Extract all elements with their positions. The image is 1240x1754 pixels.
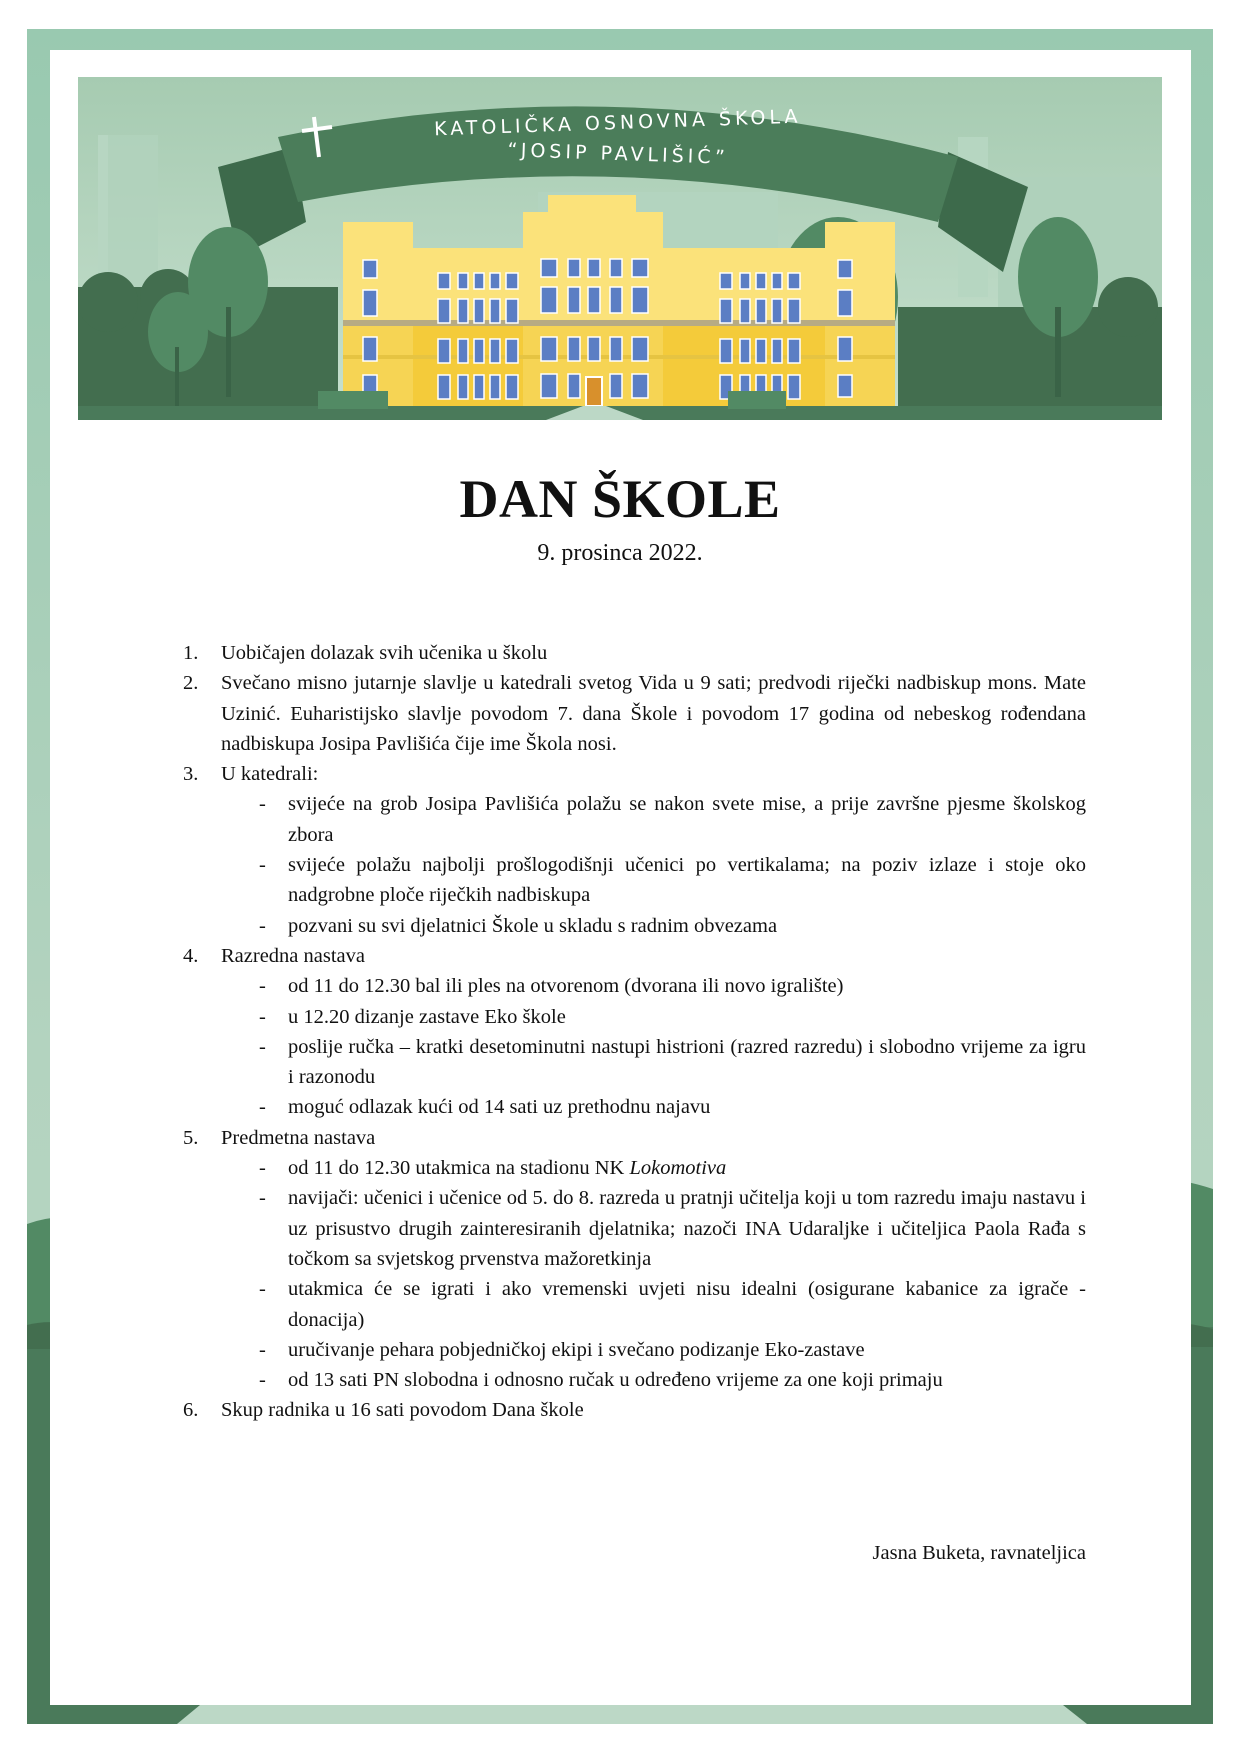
sub-item	[183, 971, 1086, 1001]
item-number: 1.	[183, 642, 199, 664]
item-number: 3.	[183, 763, 199, 786]
dash-bullet: -	[259, 1278, 266, 1301]
dash-bullet: -	[259, 975, 266, 998]
sub-item	[183, 1032, 1086, 1093]
sub-item-text: svijeće polažu najbolji prošlogodišnji učenici po vertikalama; na poziv izlaze i stoje oko nadgrobne ploče riječkih nadbiskupa	[288, 854, 1086, 907]
dash-bullet: -	[259, 1096, 266, 1119]
dash-bullet: -	[259, 1338, 266, 1361]
frame-path	[177, 1705, 1087, 1724]
school-door	[586, 377, 602, 406]
dash-bullet: -	[259, 1369, 266, 1392]
dash-bullet: -	[259, 1187, 266, 1210]
sub-item	[183, 1335, 1086, 1365]
sub-item-text: u 12.20 dizanje zastave Eko škole	[288, 1005, 566, 1028]
sub-item	[183, 789, 1086, 850]
bench-left	[318, 391, 388, 409]
school-banner	[78, 77, 1162, 420]
list-item-1	[183, 638, 1086, 668]
sub-item	[183, 1092, 1086, 1122]
dash-bullet: -	[259, 793, 266, 816]
sub-item-text: od 11 do 12.30 utakmica na stadionu NK	[288, 1157, 630, 1180]
item-text: U katedrali:	[221, 763, 319, 786]
event-date: 9. prosinca 2022.	[537, 540, 703, 566]
sub-item	[183, 850, 1086, 911]
sub-item-text: moguć odlazak kući od 14 sati uz prethodnu najavu	[288, 1096, 711, 1119]
page-title: DAN ŠKOLE	[459, 469, 781, 529]
stadium-name: Lokomotiva	[629, 1157, 727, 1180]
item-number: 2.	[183, 672, 199, 695]
bench-right	[728, 391, 786, 409]
dash-bullet: -	[259, 1157, 266, 1180]
sub-item-text: navijači: učenici i učenice od 5. do 8. razreda u pratnji učitelja koji u tom razredu imaju nastavu i uz prisustvo drugih zainteresiranih djelatnika; nazoči INA Udaraljke i učiteljica Paola Rađa s točkom sa svjetskog prvenstva mažoretkinja	[288, 1187, 1086, 1270]
sub-item	[183, 1183, 1086, 1274]
program-list	[183, 638, 1086, 1426]
sub-item	[183, 1365, 1086, 1395]
item-number: 6.	[183, 1399, 199, 1422]
sub-item-text: uručivanje pehara pobjedničkoj ekipi i svečano podizanje Eko-zastave	[288, 1338, 865, 1361]
item-text: Uobičajen dolazak svih učenika u školu	[221, 642, 548, 664]
dash-bullet: -	[259, 1005, 266, 1028]
school-name-line2: “JOSIP PAVLIŠIĆ”	[507, 139, 730, 169]
sub-item	[183, 1274, 1086, 1335]
list-item-6	[183, 1395, 1086, 1425]
sub-item	[183, 1153, 1086, 1183]
sub-item-text: pozvani su svi djelatnici Škole u skladu s radnim obvezama	[288, 914, 778, 937]
school-name-line1: KATOLIČKA OSNOVNA ŠKOLA	[433, 105, 802, 141]
sub-item-text: svijeće na grob Josipa Pavlišića polažu se nakon svete mise, a prije završne pjesme školskog zbora	[288, 793, 1086, 846]
list-item-3	[183, 759, 1086, 789]
signature: Jasna Buketa, ravnateljica	[872, 1542, 1086, 1564]
item-number: 4.	[183, 944, 199, 967]
item-text: Predmetna nastava	[221, 1126, 376, 1149]
dash-bullet: -	[259, 854, 266, 877]
sub-item-text: od 13 sati PN slobodna i odnosno ručak u određeno vrijeme za one koji primaju	[288, 1369, 943, 1392]
list-item-2	[183, 668, 1086, 759]
item-number: 5.	[183, 1126, 199, 1149]
sub-item	[183, 1002, 1086, 1032]
sub-item	[183, 911, 1086, 941]
sub-item-text: utakmica će se igrati i ako vremenski uvjeti nisu idealni (osigurane kabanice za igrače - donacija)	[288, 1278, 1086, 1331]
item-text: Svečano misno jutarnje slavlje u katedrali svetog Vida u 9 sati; predvodi riječki nadbiskup mons. Mate Uzinić. Euharistijsko slavlje povodom 7. dana Škole i povodom 17 godina od nebeskog rođendana nadbiskupa Josipa Pavlišića čije ime Škola nosi.	[221, 672, 1086, 755]
sub-item-text: poslije ručka – kratki desetominutni nastupi histrioni (razred razredu) i slobodno vrijeme za igru i razonodu	[288, 1035, 1086, 1089]
item-text: Skup radnika u 16 sati povodom Dana škole	[221, 1399, 584, 1422]
list-item-5	[183, 1123, 1086, 1153]
item-text: Razredna nastava	[221, 944, 365, 967]
sub-item-text: od 11 do 12.30 bal ili ples na otvorenom (dvorana ili novo igralište)	[288, 975, 844, 998]
list-item-4	[183, 941, 1086, 971]
school-illustration	[78, 77, 1162, 420]
dash-bullet: -	[259, 914, 266, 937]
dash-bullet: -	[259, 1035, 266, 1058]
